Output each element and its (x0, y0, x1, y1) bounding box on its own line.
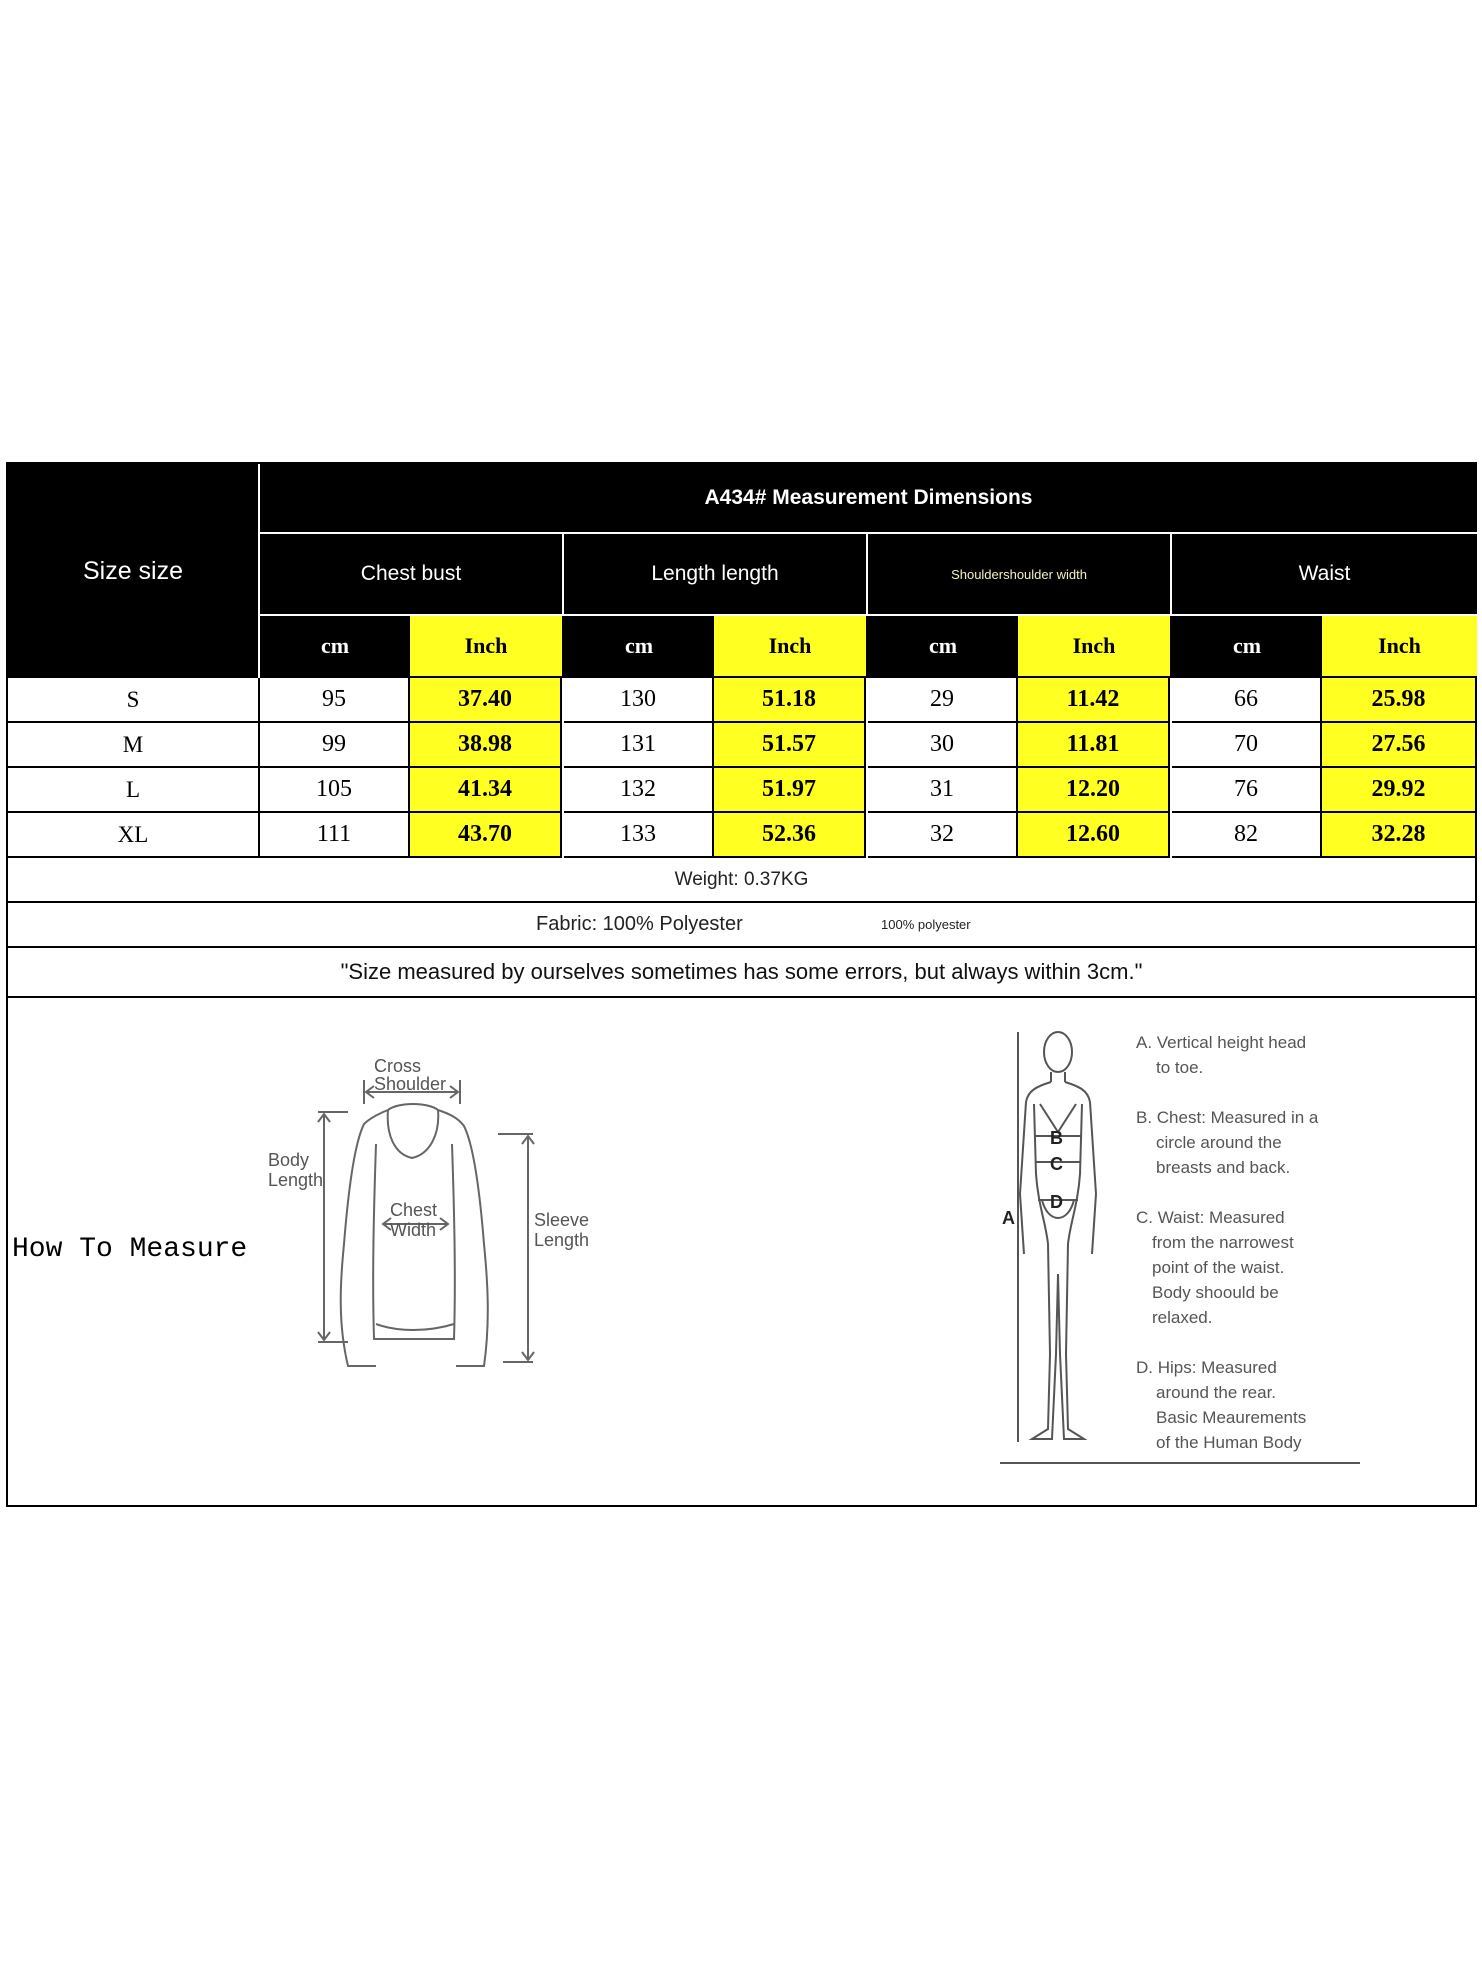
label-chest: Chest (390, 1200, 438, 1220)
body-note-line: of the Human Body (1156, 1433, 1302, 1452)
body-note (1136, 1205, 1376, 1330)
body-note-line: circle around the (1156, 1133, 1282, 1152)
label-sleeve-length: Length (534, 1230, 590, 1250)
inch-value-cell: 29.92 (1322, 768, 1477, 813)
weight-text: Weight: 0.37KG (674, 868, 809, 890)
letter-c: C (1050, 1154, 1063, 1174)
inch-value-cell: 51.57 (714, 723, 866, 768)
body-note-line: A. Vertical height head (1136, 1033, 1307, 1052)
how-to-measure-label: How To Measure (12, 1234, 248, 1265)
body-note (1136, 1030, 1376, 1080)
cm-value-cell: 66 (1172, 678, 1322, 723)
inch-value-cell: 38.98 (410, 723, 562, 768)
body-note-line: D. Hips: Measured (1136, 1358, 1277, 1377)
cm-value-cell: 99 (260, 723, 410, 768)
label-body: Body (268, 1150, 310, 1170)
cm-value-cell: 82 (1172, 813, 1322, 858)
body-note-line: Basic Meaurements (1156, 1408, 1307, 1427)
body-note-line: C. Waist: Measured (1136, 1208, 1285, 1227)
letter-a: A (1002, 1208, 1015, 1228)
inch-value-cell: 12.60 (1018, 813, 1170, 858)
col-header-shoulder: Shouldershoulder width (951, 566, 1087, 582)
size-cell: L (8, 768, 260, 813)
unit-inch: Inch (410, 616, 562, 676)
table-row (8, 723, 1475, 768)
cm-value-cell: 111 (260, 813, 410, 858)
size-cell: XL (8, 813, 260, 858)
inch-value-cell: 51.18 (714, 678, 866, 723)
unit-inch: Inch (714, 616, 866, 676)
disclaimer-text: "Size measured by ourselves sometimes has some errors, but always within 3cm." (340, 959, 1143, 984)
fabric-text: Fabric: 100% Polyester (536, 913, 743, 935)
weight-row (8, 858, 1475, 903)
inch-value-cell: 11.81 (1018, 723, 1170, 768)
size-chart (6, 462, 1477, 1507)
unit-cm: cm (260, 616, 410, 676)
size-cell: M (8, 723, 260, 768)
size-cell: S (8, 678, 260, 723)
letter-d: D (1050, 1192, 1063, 1212)
body-note-line: relaxed. (1152, 1308, 1213, 1327)
inch-value-cell: 32.28 (1322, 813, 1477, 858)
unit-inch: Inch (1018, 616, 1170, 676)
table-header (8, 464, 1475, 678)
unit-cm: cm (1172, 616, 1322, 676)
size-column-header: Size size (82, 556, 184, 585)
chart-title: A434# Measurement Dimensions (704, 486, 1033, 509)
cm-value-cell: 95 (260, 678, 410, 723)
body-measure-diagram (998, 1024, 1118, 1454)
inch-value-cell: 11.42 (1018, 678, 1170, 723)
garment-measure-diagram (268, 1056, 708, 1374)
table-row (8, 813, 1475, 858)
body-notes-underline (1000, 1462, 1360, 1464)
unit-inch: Inch (1322, 616, 1477, 676)
body-measure-notes (1136, 1030, 1376, 1480)
cm-value-cell: 131 (564, 723, 714, 768)
letter-b: B (1050, 1128, 1063, 1148)
disclaimer-row (8, 948, 1475, 998)
cm-value-cell: 31 (868, 768, 1018, 813)
body-note-line: from the narrowest (1152, 1233, 1294, 1252)
body-note (1136, 1105, 1376, 1180)
body-note-line: to toe. (1156, 1058, 1204, 1077)
body-note-line: B. Chest: Measured in a (1136, 1108, 1319, 1127)
cm-value-cell: 32 (868, 813, 1018, 858)
table-row (8, 768, 1475, 813)
inch-value-cell: 52.36 (714, 813, 866, 858)
unit-cm: cm (564, 616, 714, 676)
inch-value-cell: 25.98 (1322, 678, 1477, 723)
inch-value-cell: 27.56 (1322, 723, 1477, 768)
inch-value-cell: 41.34 (410, 768, 562, 813)
col-header-chest: Chest bust (360, 562, 462, 585)
label-cross: Cross (374, 1056, 422, 1076)
cm-value-cell: 132 (564, 768, 714, 813)
unit-cm: cm (868, 616, 1018, 676)
inch-value-cell: 37.40 (410, 678, 562, 723)
fabric-note: 100% polyester (881, 917, 971, 932)
cm-value-cell: 105 (260, 768, 410, 813)
label-sleeve: Sleeve (534, 1210, 590, 1230)
label-shoulder: Shoulder (374, 1074, 447, 1094)
cm-value-cell: 30 (868, 723, 1018, 768)
cm-value-cell: 76 (1172, 768, 1322, 813)
inch-value-cell: 43.70 (410, 813, 562, 858)
table-row (8, 678, 1475, 723)
cm-value-cell: 70 (1172, 723, 1322, 768)
inch-value-cell: 51.97 (714, 768, 866, 813)
body-note-line: around the rear. (1156, 1383, 1277, 1402)
col-header-waist: Waist (1298, 562, 1351, 585)
col-header-length: Length length (651, 562, 779, 585)
body-note-line: point of the waist. (1152, 1258, 1285, 1277)
fabric-row (8, 903, 1475, 948)
cm-value-cell: 130 (564, 678, 714, 723)
label-body-length: Length (268, 1170, 324, 1190)
cm-value-cell: 29 (868, 678, 1018, 723)
body-note-line: breasts and back. (1156, 1158, 1291, 1177)
inch-value-cell: 12.20 (1018, 768, 1170, 813)
body-note-line: Body shoould be (1152, 1283, 1279, 1302)
label-width: Width (390, 1220, 437, 1240)
body-note (1136, 1355, 1376, 1455)
cm-value-cell: 133 (564, 813, 714, 858)
